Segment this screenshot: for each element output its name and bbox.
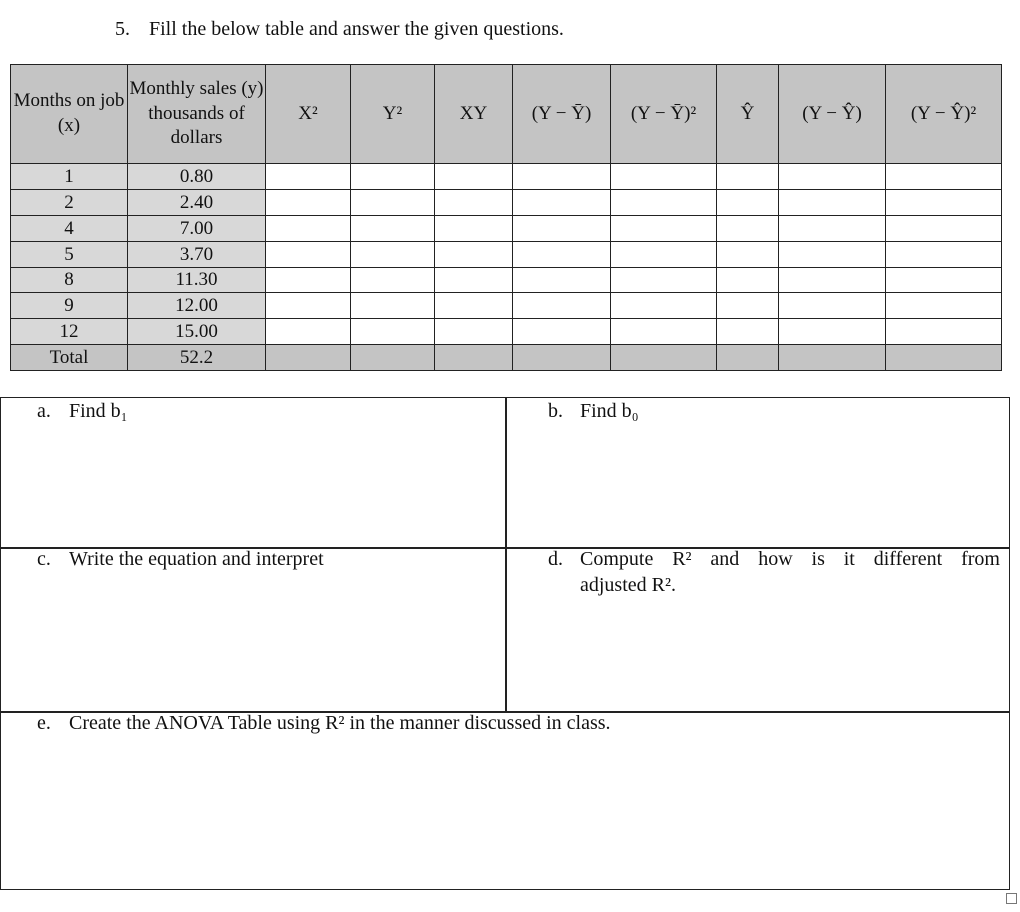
deviation-squared-cell[interactable] [611,319,717,345]
table-row [11,267,1002,293]
table-row [11,189,1002,215]
xy-cell[interactable] [435,164,513,190]
header-months: Months on job (x) [11,65,128,164]
y-hat-cell[interactable] [717,293,779,319]
residual-cell[interactable] [779,267,886,293]
deviation-cell[interactable] [513,215,611,241]
header-sales: Monthly sales (y) thousands of dollars [128,65,266,164]
x-squared-cell[interactable] [266,241,351,267]
y-hat-cell[interactable] [717,189,779,215]
table-header-row [11,65,1002,164]
deviation-cell[interactable] [513,319,611,345]
x-squared-cell[interactable] [266,293,351,319]
resize-handle[interactable] [1006,893,1017,904]
question-d [548,548,1000,597]
deviation-cell[interactable] [513,241,611,267]
months-cell: 5 [11,241,128,267]
months-cell: 9 [11,293,128,319]
y-squared-cell[interactable] [351,267,435,293]
residual-cell[interactable] [779,293,886,319]
total-deviation[interactable] [513,345,611,371]
residual-squared-cell[interactable] [886,293,1002,319]
x-squared-cell[interactable] [266,189,351,215]
question-a-text: Find b₁ [69,400,128,422]
question-e-box[interactable] [0,711,1010,890]
header-y-squared: Y² [351,65,435,164]
problem-heading [115,18,564,41]
deviation-squared-cell[interactable] [611,164,717,190]
y-squared-cell[interactable] [351,215,435,241]
table-row [11,293,1002,319]
table-total-row [11,345,1002,371]
x-squared-cell[interactable] [266,319,351,345]
sales-cell: 2.40 [128,189,266,215]
header-residual-squared: (Y − Ŷ)² [886,65,1002,164]
x-squared-cell[interactable] [266,267,351,293]
question-c-text: Write the equation and interpret [69,548,324,570]
question-e-text: Create the ANOVA Table using R² in the manner discussed in class. [69,712,611,734]
residual-cell[interactable] [779,215,886,241]
total-residual[interactable] [779,345,886,371]
sales-cell: 12.00 [128,293,266,319]
residual-squared-cell[interactable] [886,215,1002,241]
xy-cell[interactable] [435,267,513,293]
deviation-cell[interactable] [513,189,611,215]
total-sales: 52.2 [128,345,266,371]
table-row [11,164,1002,190]
xy-cell[interactable] [435,189,513,215]
question-a [37,400,128,423]
question-b-box[interactable] [505,397,1010,549]
y-squared-cell[interactable] [351,293,435,319]
y-hat-cell[interactable] [717,267,779,293]
question-d-line1: Compute R² and how is it different from [580,548,1000,570]
xy-cell[interactable] [435,319,513,345]
deviation-cell[interactable] [513,267,611,293]
sales-cell: 7.00 [128,215,266,241]
problem-number: 5. [115,18,130,40]
xy-cell[interactable] [435,293,513,319]
regression-table [10,64,1002,371]
total-xy[interactable] [435,345,513,371]
question-c-box[interactable] [0,547,507,713]
question-b-text: Find b₀ [580,400,639,422]
question-e [37,712,611,735]
x-squared-cell[interactable] [266,215,351,241]
total-y-hat[interactable] [717,345,779,371]
header-xy: XY [435,65,513,164]
y-squared-cell[interactable] [351,189,435,215]
sales-cell: 0.80 [128,164,266,190]
deviation-squared-cell[interactable] [611,189,717,215]
residual-squared-cell[interactable] [886,241,1002,267]
xy-cell[interactable] [435,215,513,241]
residual-cell[interactable] [779,164,886,190]
y-hat-cell[interactable] [717,241,779,267]
sales-cell: 15.00 [128,319,266,345]
question-a-letter: a. [37,400,51,422]
header-x-squared: X² [266,65,351,164]
residual-squared-cell[interactable] [886,164,1002,190]
question-c-letter: c. [37,548,51,570]
sales-cell: 11.30 [128,267,266,293]
problem-instruction: Fill the below table and answer the given questions. [149,18,564,40]
deviation-cell[interactable] [513,164,611,190]
deviation-squared-cell[interactable] [611,293,717,319]
xy-cell[interactable] [435,241,513,267]
residual-cell[interactable] [779,241,886,267]
months-cell: 2 [11,189,128,215]
y-squared-cell[interactable] [351,241,435,267]
table-row [11,319,1002,345]
question-d-box[interactable] [505,547,1010,713]
residual-squared-cell[interactable] [886,267,1002,293]
table-row [11,215,1002,241]
deviation-squared-cell[interactable] [611,215,717,241]
question-d-letter: d. [548,548,563,570]
y-hat-cell[interactable] [717,164,779,190]
header-y-hat: Ŷ [717,65,779,164]
total-label: Total [11,345,128,371]
residual-cell[interactable] [779,189,886,215]
header-deviation: (Y − Ȳ) [513,65,611,164]
question-c [37,548,324,571]
months-cell: 8 [11,267,128,293]
header-residual: (Y − Ŷ) [779,65,886,164]
deviation-squared-cell[interactable] [611,241,717,267]
residual-cell[interactable] [779,319,886,345]
sales-cell: 3.70 [128,241,266,267]
y-squared-cell[interactable] [351,319,435,345]
deviation-cell[interactable] [513,293,611,319]
months-cell: 12 [11,319,128,345]
residual-squared-cell[interactable] [886,189,1002,215]
months-cell: 4 [11,215,128,241]
question-d-line2: adjusted R². [580,574,676,596]
header-deviation-squared: (Y − Ȳ)² [611,65,717,164]
question-e-letter: e. [37,712,51,734]
total-residual-squared[interactable] [886,345,1002,371]
months-cell: 1 [11,164,128,190]
y-hat-cell[interactable] [717,319,779,345]
question-b [548,400,639,423]
total-y-squared[interactable] [351,345,435,371]
question-a-box[interactable] [0,397,507,549]
question-b-letter: b. [548,400,563,422]
x-squared-cell[interactable] [266,164,351,190]
total-deviation-squared[interactable] [611,345,717,371]
y-squared-cell[interactable] [351,164,435,190]
total-x-squared[interactable] [266,345,351,371]
table-row [11,241,1002,267]
y-hat-cell[interactable] [717,215,779,241]
residual-squared-cell[interactable] [886,319,1002,345]
deviation-squared-cell[interactable] [611,267,717,293]
